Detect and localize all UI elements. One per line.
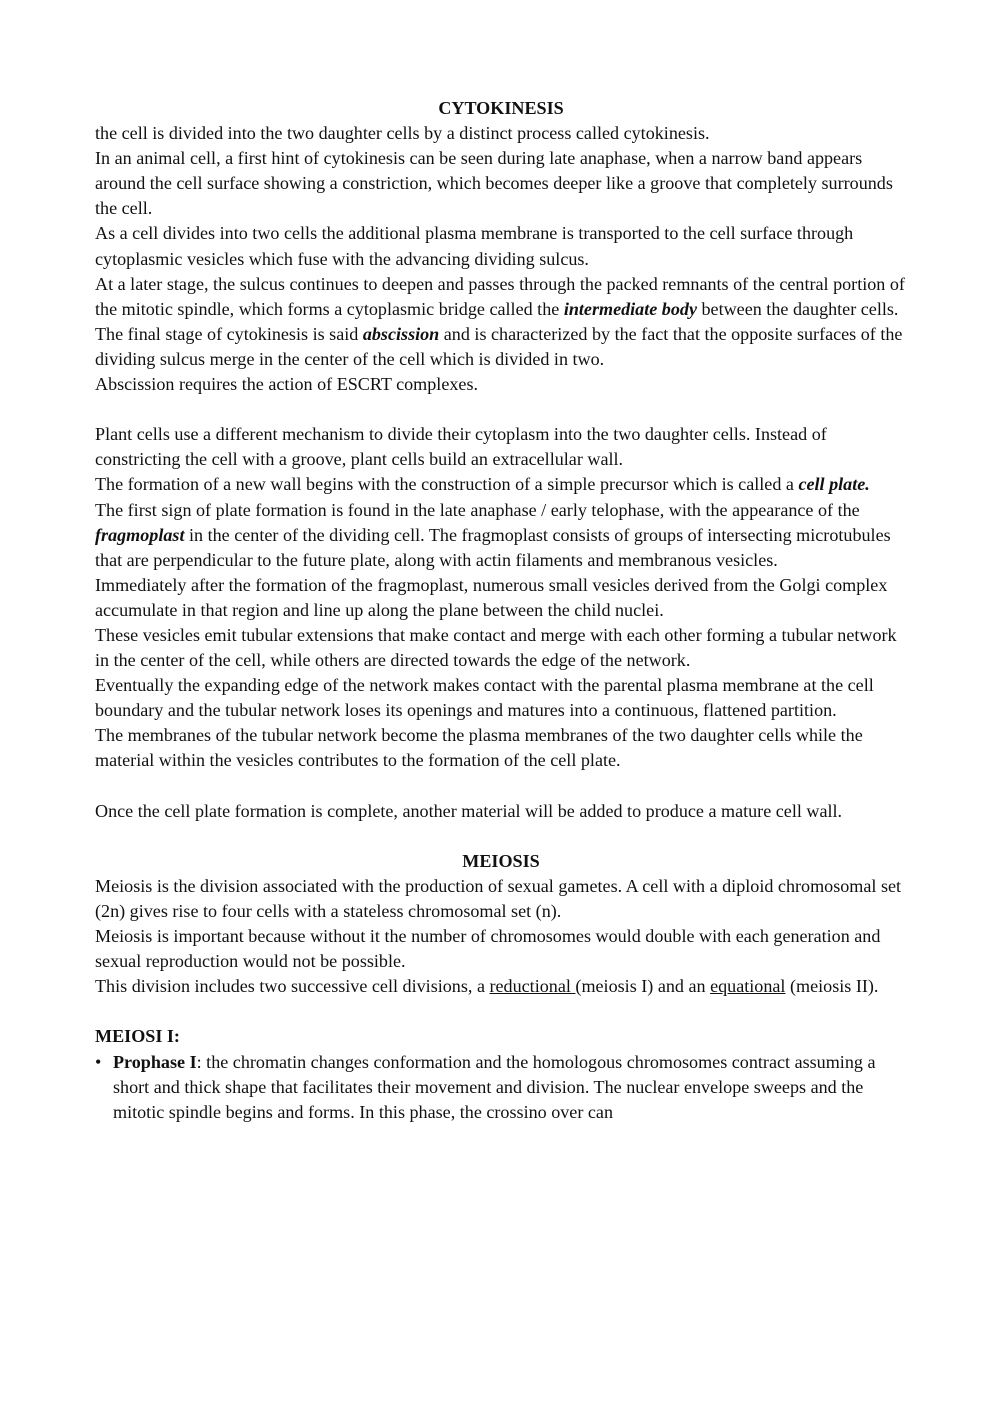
term-prophase-1: Prophase I [113, 1051, 197, 1072]
meiosis-paragraph-3 [95, 974, 907, 999]
blank-line [95, 999, 907, 1024]
term-equational: equational [710, 976, 786, 997]
paragraph-text: between the daughter cells. [696, 298, 899, 319]
meiosis-paragraph-1: Meiosis is the division associated with the production of sexual gametes. A cell with a diploid chromosomal set (2n) gives rise to four cells with a stateless chromosomal set (n). [95, 875, 902, 921]
blank-line [95, 824, 907, 849]
paragraph-text: The first sign of plate formation is found in the late anaphase / early telophase, with the appearance of the [95, 499, 860, 520]
cytokinesis-paragraph-10: Immediately after the formation of the fragmoplast, numerous small vesicles derived from the Golgi complex accumulate in that region and line up along the plane between the child nuclei. [95, 574, 888, 620]
cytokinesis-paragraph-6: Abscission requires the action of ESCRT complexes. [95, 374, 479, 395]
blank-line [95, 397, 907, 422]
cytokinesis-paragraph-8 [95, 472, 907, 497]
blank-line [95, 774, 907, 799]
bullet-icon: • [95, 1051, 102, 1072]
term-abscission: abscission [362, 323, 440, 344]
cytokinesis-paragraph-2: In an animal cell, a first hint of cytokinesis can be seen during late anaphase, when a narrow band appears around the cell surface showing a constriction, which becomes deeper like a groove that completely surrounds the cell. [95, 148, 893, 219]
meiosis-paragraph-2: Meiosis is important because without it the number of chromosomes would double with each generation and sexual reproduction would not be possible. [95, 926, 881, 972]
term-cell-plate: cell plate. [798, 474, 870, 495]
cytokinesis-paragraph-12: Eventually the expanding edge of the network makes contact with the parental plasma membrane at the cell boundary and the tubular network loses its openings and matures into a continuous, flattened partition. [95, 675, 874, 721]
cytokinesis-paragraph-9 [95, 498, 907, 573]
cytokinesis-paragraph-1: the cell is divided into the two daughter cells by a distinct process called cytokinesis. [95, 123, 710, 144]
paragraph-text: (meiosis I) and an [575, 976, 711, 997]
document-page [95, 96, 907, 1125]
term-reductional: reductional [489, 976, 576, 997]
paragraph-text: in the center of the dividing cell. The fragmoplast consists of groups of intersecting microtubules that are perpendicular to the future plate, along with actin filaments and membranous vesicles. [95, 524, 891, 570]
meiosis-1-heading: MEIOSI I: [95, 1026, 180, 1047]
cytokinesis-paragraph-4 [95, 272, 907, 322]
cytokinesis-paragraph-5 [95, 322, 907, 372]
paragraph-text: The formation of a new wall begins with the construction of a simple precursor which is called a [95, 474, 799, 495]
cytokinesis-paragraph-14: Once the cell plate formation is complete, another material will be added to produce a mature cell wall. [95, 800, 843, 821]
cytokinesis-paragraph-3: As a cell divides into two cells the additional plasma membrane is transported to the cell surface through cytoplasmic vesicles which fuse with the advancing dividing sulcus. [95, 223, 854, 269]
term-intermediate-body: intermediate body [563, 298, 697, 319]
cytokinesis-paragraph-7: Plant cells use a different mechanism to divide their cytoplasm into the two daughter cells. Instead of constricting the cell with a groove, plant cells build an extracellular wall. [95, 424, 827, 470]
term-fragmoplast: fragmoplast [95, 524, 185, 545]
list-item-text: : the chromatin changes conformation and the homologous chromosomes contract assuming a short and thick shape that facilitates their movement and division. The nuclear envelope sweeps and the mitotic spindle begins and forms. In this phase, the crossino over can [113, 1051, 876, 1122]
cytokinesis-heading: CYTOKINESIS [438, 98, 564, 118]
paragraph-text: This division includes two successive cell divisions, a [95, 976, 490, 997]
cytokinesis-paragraph-13: The membranes of the tubular network become the plasma membranes of the two daughter cells while the material within the vesicles contributes to the formation of the cell plate. [95, 725, 863, 771]
meiosis-heading: MEIOSIS [462, 850, 540, 871]
list-item [95, 1050, 907, 1125]
cytokinesis-paragraph-11: These vesicles emit tubular extensions that make contact and merge with each other forming a tubular network in the center of the cell, while others are directed towards the edge of the network. [95, 624, 897, 671]
paragraph-text: and is characterized by the fact that the opposite surfaces of the dividing sulcus merge in the center of the cell which is divided in two. [95, 323, 903, 369]
paragraph-text: At a later stage, the sulcus continues to deepen and passes through the packed remnants of the central portion of the mitotic spindle, which forms a cytoplasmic bridge called the [95, 273, 905, 319]
paragraph-text: The final stage of cytokinesis is said [95, 323, 363, 344]
paragraph-text: (meiosis II). [785, 976, 879, 997]
